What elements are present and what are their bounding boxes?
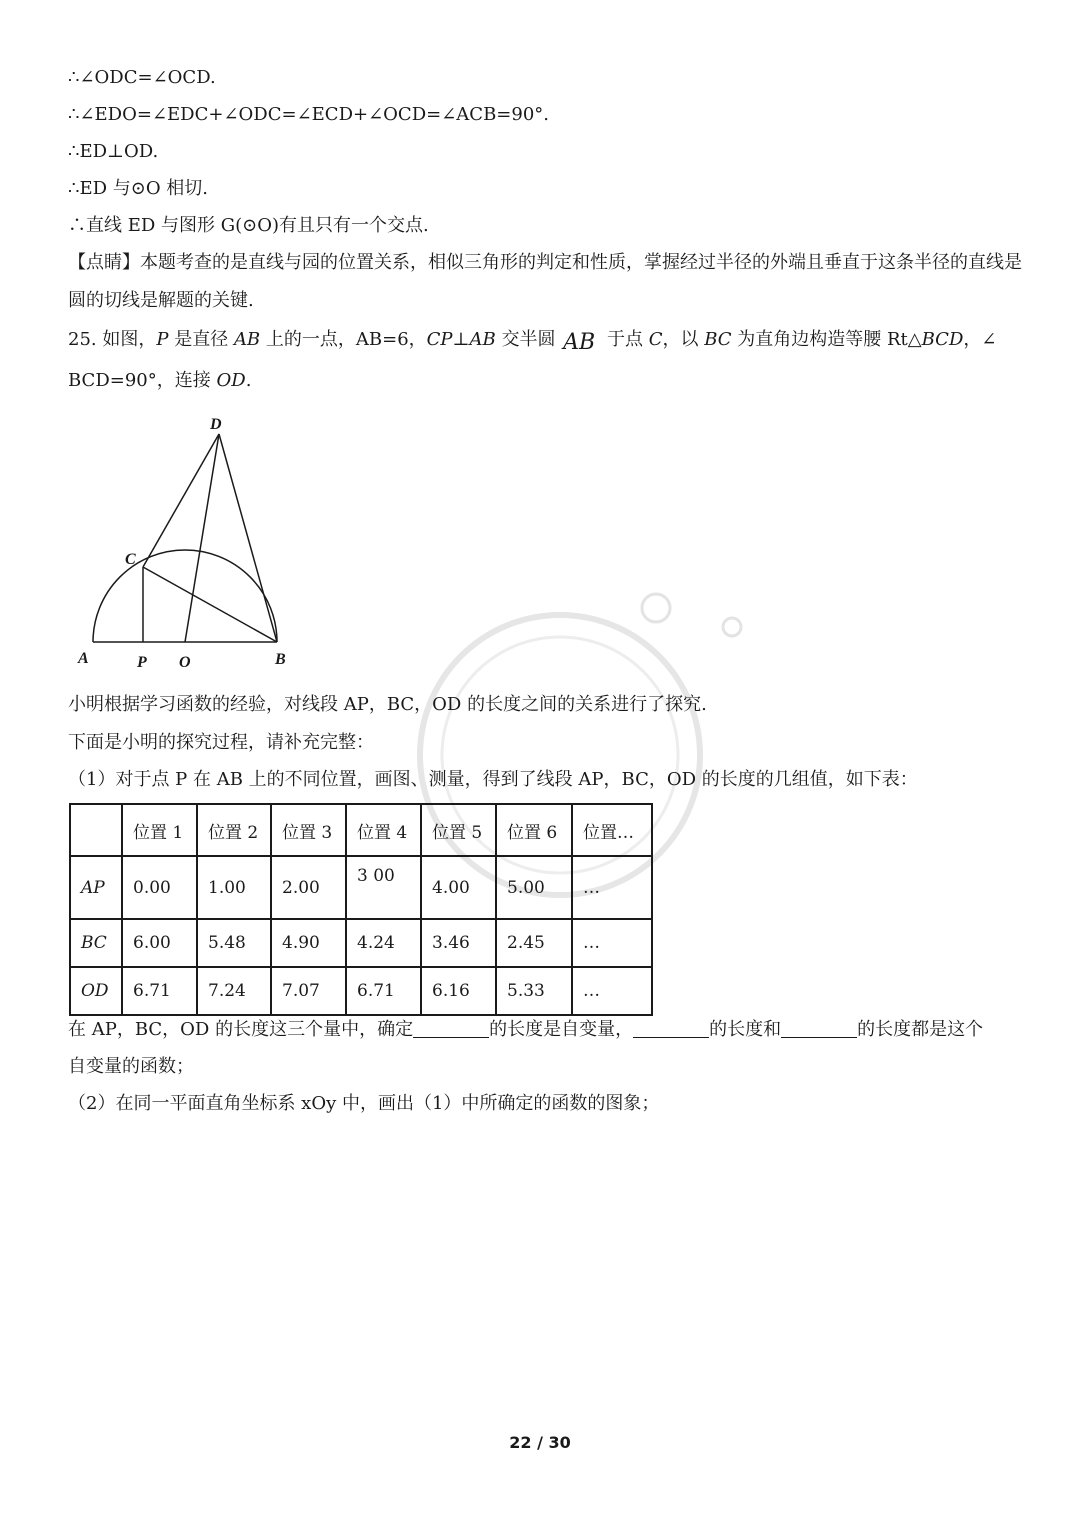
label-B: B xyxy=(275,651,286,668)
row-label: BC xyxy=(70,919,122,967)
table-cell: 4.90 xyxy=(271,919,346,967)
table-cell: 6.16 xyxy=(421,967,496,1015)
table-header-cell: 位置 6 xyxy=(496,804,572,856)
answer-blank-3[interactable] xyxy=(781,1019,857,1038)
table-cell: 6.71 xyxy=(122,967,197,1015)
table-header-row xyxy=(70,804,652,856)
label-P: P xyxy=(137,654,147,671)
table-cell: 3.46 xyxy=(421,919,496,967)
table-cell: 4.00 xyxy=(421,856,496,919)
fill-in-line-2: 自变量的函数； xyxy=(68,1056,194,1077)
table-cell: 2.45 xyxy=(496,919,572,967)
row-label: AP xyxy=(70,856,122,919)
table-cell: … xyxy=(572,967,652,1015)
table-row xyxy=(70,856,652,919)
table-cell: 5.33 xyxy=(496,967,572,1015)
proof-line-2: ∴∠EDO=∠EDC+∠ODC=∠ECD+∠OCD=∠ACB=90°. xyxy=(68,104,549,125)
answer-blank-1[interactable] xyxy=(413,1019,489,1038)
fill-in-line-1: 在 AP，BC，OD 的长度这三个量中，确定 的长度是自变量， 的长度和 的长度都是这个 xyxy=(68,1019,984,1040)
row-label: OD xyxy=(70,967,122,1015)
part-2-text: （2）在同一平面直角坐标系 xOy 中，画出（1）中所确定的函数的图象； xyxy=(68,1093,660,1114)
page-number: 22 / 30 xyxy=(509,1433,571,1452)
comment-text: 本题考查的是直线与园的位置关系，相似三角形的判定和性质，掌握经过半径的外端且垂直于这条半径的直线是圆的切线是解题的关键. xyxy=(68,252,1022,311)
table-cell: 6.71 xyxy=(346,967,421,1015)
table-cell: … xyxy=(572,919,652,967)
table-header-cell: 位置 1 xyxy=(122,804,197,856)
table-cell: … xyxy=(572,856,652,919)
table-cell: 5.00 xyxy=(496,856,572,919)
segment-DB xyxy=(219,434,277,642)
comment-tag: 【点睛】 xyxy=(68,252,140,273)
table-header-cell: 位置 2 xyxy=(197,804,271,856)
comment-paragraph xyxy=(68,244,1028,320)
arc-ab: AB xyxy=(563,330,596,355)
table-header-cell xyxy=(70,804,122,856)
table-row xyxy=(70,967,652,1015)
proof-line-3: ∴ED⊥OD. xyxy=(68,141,159,162)
table-cell: 7.24 xyxy=(197,967,271,1015)
label-O: O xyxy=(179,654,191,671)
table-header-cell: 位置 4 xyxy=(346,804,421,856)
table-cell: 7.07 xyxy=(271,967,346,1015)
question-25-line-2: BCD=90°，连接 OD. xyxy=(68,370,252,391)
label-C: C xyxy=(125,551,136,568)
intro-line-2: 下面是小明的探究过程，请补充完整： xyxy=(68,732,374,753)
table-header-cell: 位置 5 xyxy=(421,804,496,856)
proof-line-1: ∴∠ODC=∠OCD. xyxy=(68,67,216,88)
part-1-text: （1）对于点 P 在 AB 上的不同位置，画图、测量，得到了线段 AP，BC，OD 的长度的几组值，如下表： xyxy=(68,769,918,790)
question-25-line-1: 25. 如图，P 是直径 AB 上的一点，AB=6，CP⊥AB 交半圆 AB 于点 C，以 BC 为直角边构造等腰 Rt△BCD，∠ xyxy=(68,329,997,355)
label-D: D xyxy=(210,416,222,433)
answer-blank-2[interactable] xyxy=(633,1019,709,1038)
label-A: A xyxy=(78,650,89,667)
table-cell: 4.24 xyxy=(346,919,421,967)
table-cell: 6.00 xyxy=(122,919,197,967)
table-row xyxy=(70,919,652,967)
proof-line-4: ∴ED 与⊙O 相切. xyxy=(68,178,209,199)
table-header-cell: 位置… xyxy=(572,804,652,856)
table-cell: 0.00 xyxy=(122,856,197,919)
table-cell: 3 00 xyxy=(346,856,421,919)
measurement-table xyxy=(69,803,653,1016)
intro-line-1: 小明根据学习函数的经验，对线段 AP，BC，OD 的长度之间的关系进行了探究. xyxy=(68,694,707,715)
semicircle-arc xyxy=(93,550,277,642)
table-cell: 2.00 xyxy=(271,856,346,919)
proof-line-5: ∴直线 ED 与图形 G(⊙O)有且只有一个交点. xyxy=(68,215,429,236)
geometry-figure xyxy=(60,405,320,685)
table-cell: 1.00 xyxy=(197,856,271,919)
table-header-cell: 位置 3 xyxy=(271,804,346,856)
table-cell: 5.48 xyxy=(197,919,271,967)
segment-CB xyxy=(143,567,277,642)
